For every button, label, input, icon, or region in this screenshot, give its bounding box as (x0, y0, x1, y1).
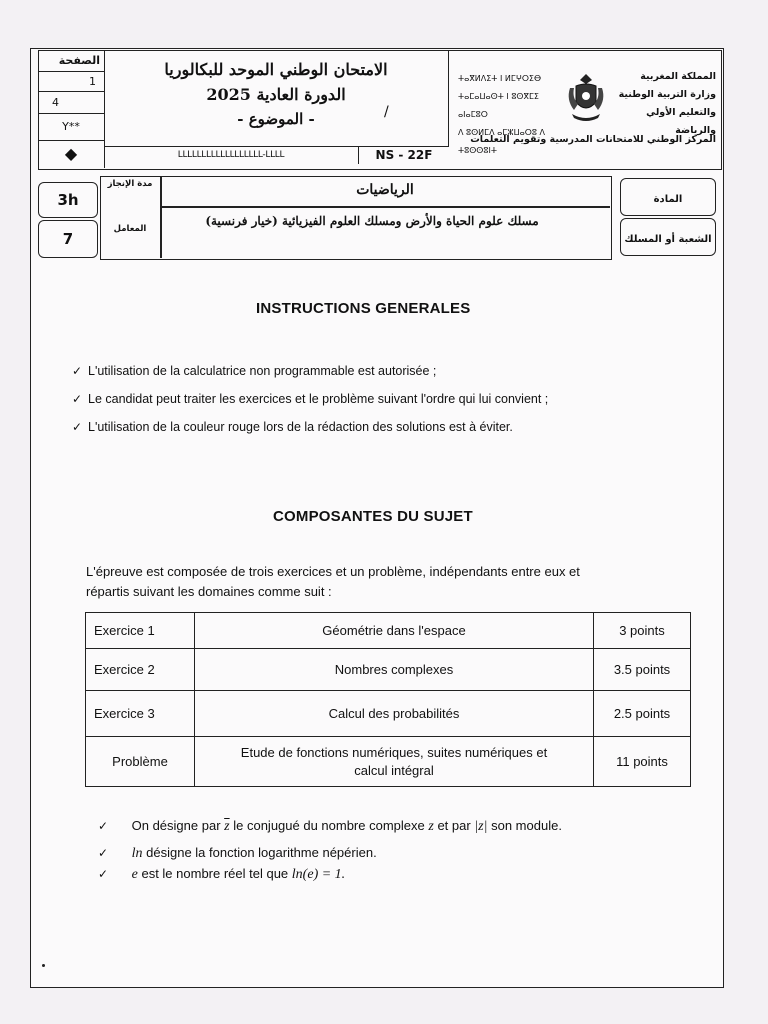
ministry-line-2: والتعليم الأولي والرياضة (646, 107, 716, 136)
kingdom-name: المملكة المغربية (640, 71, 716, 82)
note-conjugate (98, 818, 562, 835)
stray-mark: / (384, 104, 389, 120)
check-icon: ✓ (98, 846, 109, 860)
tifinagh-block (458, 70, 558, 160)
note1-z: z (428, 819, 434, 834)
duration-value: 3h (57, 191, 79, 209)
coef-value: 7 (62, 230, 74, 248)
exam-subject-label: - الموضوع - (237, 110, 315, 128)
instruction-text-3: L'utilisation de la couleur rouge lors de la rédaction des solutions est à éviter. (88, 420, 513, 434)
barcode-text: LLLLLLLLLLLLLLLLLL-LLLL (104, 146, 359, 164)
check-icon: ✓ (72, 392, 83, 406)
components-intro-2: répartis suivant les domaines comme suit : (86, 584, 332, 599)
ministry-ar-block (612, 68, 716, 140)
exercise-domain: Nombres complexes (195, 649, 594, 691)
page-total: 4 (38, 92, 104, 114)
tifinagh-line-2: ⵜⴰⵎⴰⵡⴰⵙⵜ ⵏ ⵓⵙⴳⵎⵉ ⴰⵏⴰⵎⵓⵔ (458, 92, 539, 119)
components-table (85, 612, 691, 787)
coef-label: المعامل (113, 224, 147, 234)
check-icon: ✓ (98, 867, 109, 881)
coef-value-box (38, 220, 98, 258)
note3-eq: ln(e) = 1. (291, 867, 346, 882)
problem-domain-line-1: Etude de fonctions numériques, suites numériques et (240, 744, 548, 760)
check-icon: ✓ (72, 364, 83, 378)
exercise-name: Problème (86, 737, 195, 787)
exercise-points: 3 points (594, 613, 691, 649)
subject-divider-h (160, 206, 610, 208)
page-label: الصفحة (38, 50, 104, 72)
duration-value-box (38, 182, 98, 218)
note-ln (98, 845, 377, 862)
exercise-domain: Géométrie dans l'espace (195, 613, 594, 649)
tifinagh-line-3: ⴷ ⵓⵙⵍⵎⴷ ⴰⵎⵣⵡⴰⵔⵓ ⴷ ⵜⵓⵙⵙⵓⵏⵜ (458, 128, 545, 155)
coat-of-arms-icon (562, 70, 610, 124)
exercise-domain: Calcul des probabilités (195, 691, 594, 737)
code-row (104, 146, 448, 166)
note3-e: e (131, 867, 138, 882)
components-title: COMPOSANTES DU SUJET (273, 508, 473, 525)
track-tag: الشعبة أو المسلك (624, 234, 712, 245)
components-intro-1: L'épreuve est composée de trois exercices et un problème, indépendants entre eux et (86, 564, 580, 579)
note-e (98, 866, 345, 883)
subject-tag: المادة (653, 194, 683, 205)
subject-tag-box (620, 178, 716, 216)
note3-text: est le nombre réel tel que (141, 866, 289, 881)
instruction-item-3 (72, 420, 513, 434)
instructions-title: INSTRUCTIONS GENERALES (256, 300, 471, 317)
note2-text: désigne la fonction logarithme népérien. (146, 845, 377, 860)
exercise-points: 3.5 points (594, 649, 691, 691)
note1-abs: |z| (474, 819, 488, 834)
exercise-points: 2.5 points (594, 691, 691, 737)
exercise-name: Exercice 1 (86, 613, 195, 649)
exercise-name: Exercice 2 (86, 649, 195, 691)
instruction-text-1: L'utilisation de la calculatrice non programmable est autorisée ; (88, 364, 437, 378)
table-row (86, 737, 691, 787)
exam-title: الامتحان الوطني الموحد للبكالوريا (164, 60, 388, 79)
ministry-line-1: وزارة التربية الوطنية (618, 89, 716, 100)
exam-code: NS - 22F (375, 148, 433, 162)
track-name: مسلك علوم الحياة والأرض ومسلك العلوم الفيزيائية (خيار فرنسية) (205, 214, 539, 228)
duration-label: مدة الإنجاز (107, 179, 153, 189)
note1-text-d: son module. (491, 818, 562, 833)
diamond-icon: ◆ (64, 144, 78, 163)
subject-name: الرياضيات (356, 182, 414, 198)
note1-text-b: le conjugué du nombre complexe (233, 818, 425, 833)
exam-center-name: المركز الوطني للامتحانات المدرسية وتقويم التعلمات (470, 134, 716, 145)
tifinagh-line-1: ⵜⴰⴳⵍⴷⵉⵜ ⵏ ⵍⵎⵖⵔⵉⴱ (458, 74, 542, 83)
note1-text-c: et par (437, 818, 471, 833)
page-number: 1 (38, 72, 104, 92)
check-icon: ✓ (72, 420, 83, 434)
instruction-text-2: Le candidat peut traiter les exercices et le problème suivant l'ordre qui lui convient ; (88, 392, 549, 406)
instruction-item-2 (72, 392, 548, 406)
problem-domain-line-2: calcul intégral (354, 762, 434, 778)
instruction-item-1 (72, 364, 436, 378)
table-row (86, 649, 691, 691)
track-tag-box (620, 218, 716, 256)
exercise-domain-cell (195, 737, 594, 787)
exercise-points: 11 points (594, 737, 691, 787)
note1-text-a: On désigne par (131, 818, 221, 833)
page-info-cell (38, 50, 105, 168)
exercise-name: Exercice 3 (86, 691, 195, 737)
table-row (86, 613, 691, 649)
note1-zbar: $\overline{z}$ (224, 819, 230, 834)
exam-session: الدورة العادية 2025 (206, 85, 346, 104)
table-row (86, 691, 691, 737)
check-icon: ✓ (98, 819, 109, 833)
exam-title-cell (104, 50, 449, 147)
note2-ln: ln (131, 846, 143, 861)
page-code: Y** (38, 114, 104, 141)
stray-dot (42, 964, 45, 967)
